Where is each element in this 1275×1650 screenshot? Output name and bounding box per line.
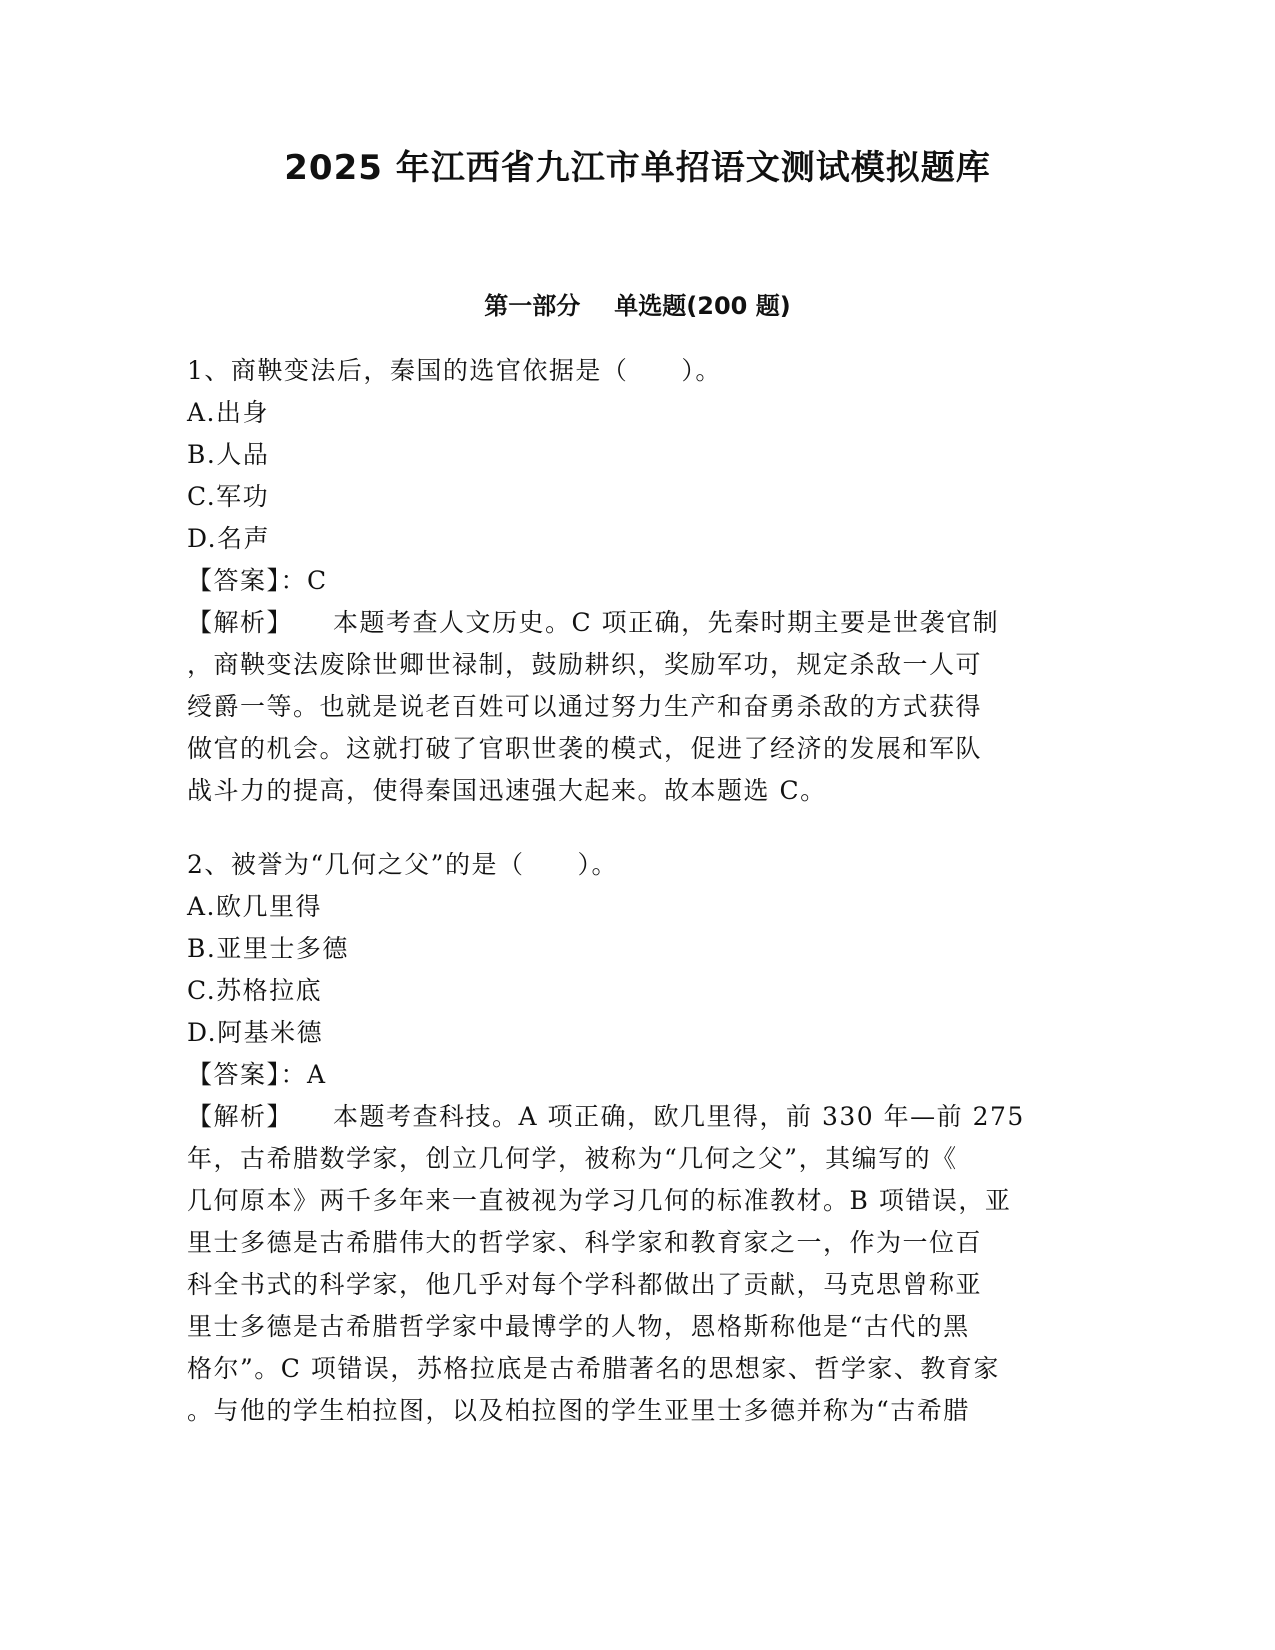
- option-a: A.出身: [187, 398, 270, 427]
- option-c: C.军功: [187, 482, 270, 511]
- analysis-line: 年，古希腊数学家，创立几何学，被称为“几何之父”，其编写的《: [187, 1144, 958, 1173]
- option-b: B.亚里士多德: [187, 934, 349, 963]
- analysis-line: 几何原本》两千多年来一直被视为学习几何的标准教材。B 项错误，亚: [187, 1186, 1012, 1215]
- analysis-line: [187, 1096, 1087, 1138]
- question-stem: 1、商鞅变法后，秦国的选官依据是（ ）。: [187, 356, 722, 385]
- answer-value: A: [307, 1060, 327, 1089]
- section-part: 第一部分: [484, 292, 581, 320]
- answer-line: [187, 1054, 1087, 1096]
- section-name: 单选题(200 题): [614, 292, 791, 320]
- analysis-line: 格尔”。C 项错误，苏格拉底是古希腊著名的思想家、哲学家、教育家: [187, 1354, 1000, 1383]
- analysis-label: 【解析】: [187, 608, 294, 637]
- answer-label: 【答案】：: [187, 1060, 308, 1089]
- analysis-line: 里士多德是古希腊哲学家中最博学的人物，恩格斯称他是“古代的黑: [187, 1312, 970, 1341]
- option-a: A.欧几里得: [187, 892, 323, 921]
- analysis-line: ，商鞅变法废除世卿世禄制，鼓励耕织，奖励军功，规定杀敌一人可: [187, 650, 983, 679]
- question-stem: 2、被誉为“几何之父”的是（ ）。: [187, 850, 618, 879]
- analysis-text: 本题考查科技。A 项正确，欧几里得，前 330 年—前 275: [333, 1102, 1025, 1131]
- answer-line: [187, 560, 1087, 602]
- option-c: C.苏格拉底: [187, 976, 323, 1005]
- option-b: B.人品: [187, 440, 270, 469]
- analysis-text: 本题考查人文历史。C 项正确，先秦时期主要是世袭官制: [333, 608, 1000, 637]
- question-2: [187, 844, 1087, 1432]
- analysis-line: 里士多德是古希腊伟大的哲学家、科学家和教育家之一，作为一位百: [187, 1228, 983, 1257]
- analysis-line: 战斗力的提高，使得秦国迅速强大起来。故本题选 C。: [187, 776, 827, 805]
- question-1: [187, 350, 1087, 812]
- analysis-line: 做官的机会。这就打破了官职世袭的模式，促进了经济的发展和军队: [187, 734, 983, 763]
- analysis-line: 绶爵一等。也就是说老百姓可以通过努力生产和奋勇杀敌的方式获得: [187, 692, 983, 721]
- option-d: D.名声: [187, 524, 271, 553]
- analysis-line: [187, 602, 1087, 644]
- document-title: 2025 年江西省九江市单招语文测试模拟题库: [284, 148, 991, 188]
- answer-value: C: [307, 566, 328, 595]
- analysis-line: 科全书式的科学家，他几乎对每个学科都做出了贡献，马克思曾称亚: [187, 1270, 983, 1299]
- analysis-label: 【解析】: [187, 1102, 294, 1131]
- section-heading: [0, 290, 1275, 322]
- analysis-line: 。与他的学生柏拉图，以及柏拉图的学生亚里士多德并称为“古希腊: [187, 1396, 970, 1425]
- answer-label: 【答案】：: [187, 566, 308, 595]
- option-d: D.阿基米德: [187, 1018, 324, 1047]
